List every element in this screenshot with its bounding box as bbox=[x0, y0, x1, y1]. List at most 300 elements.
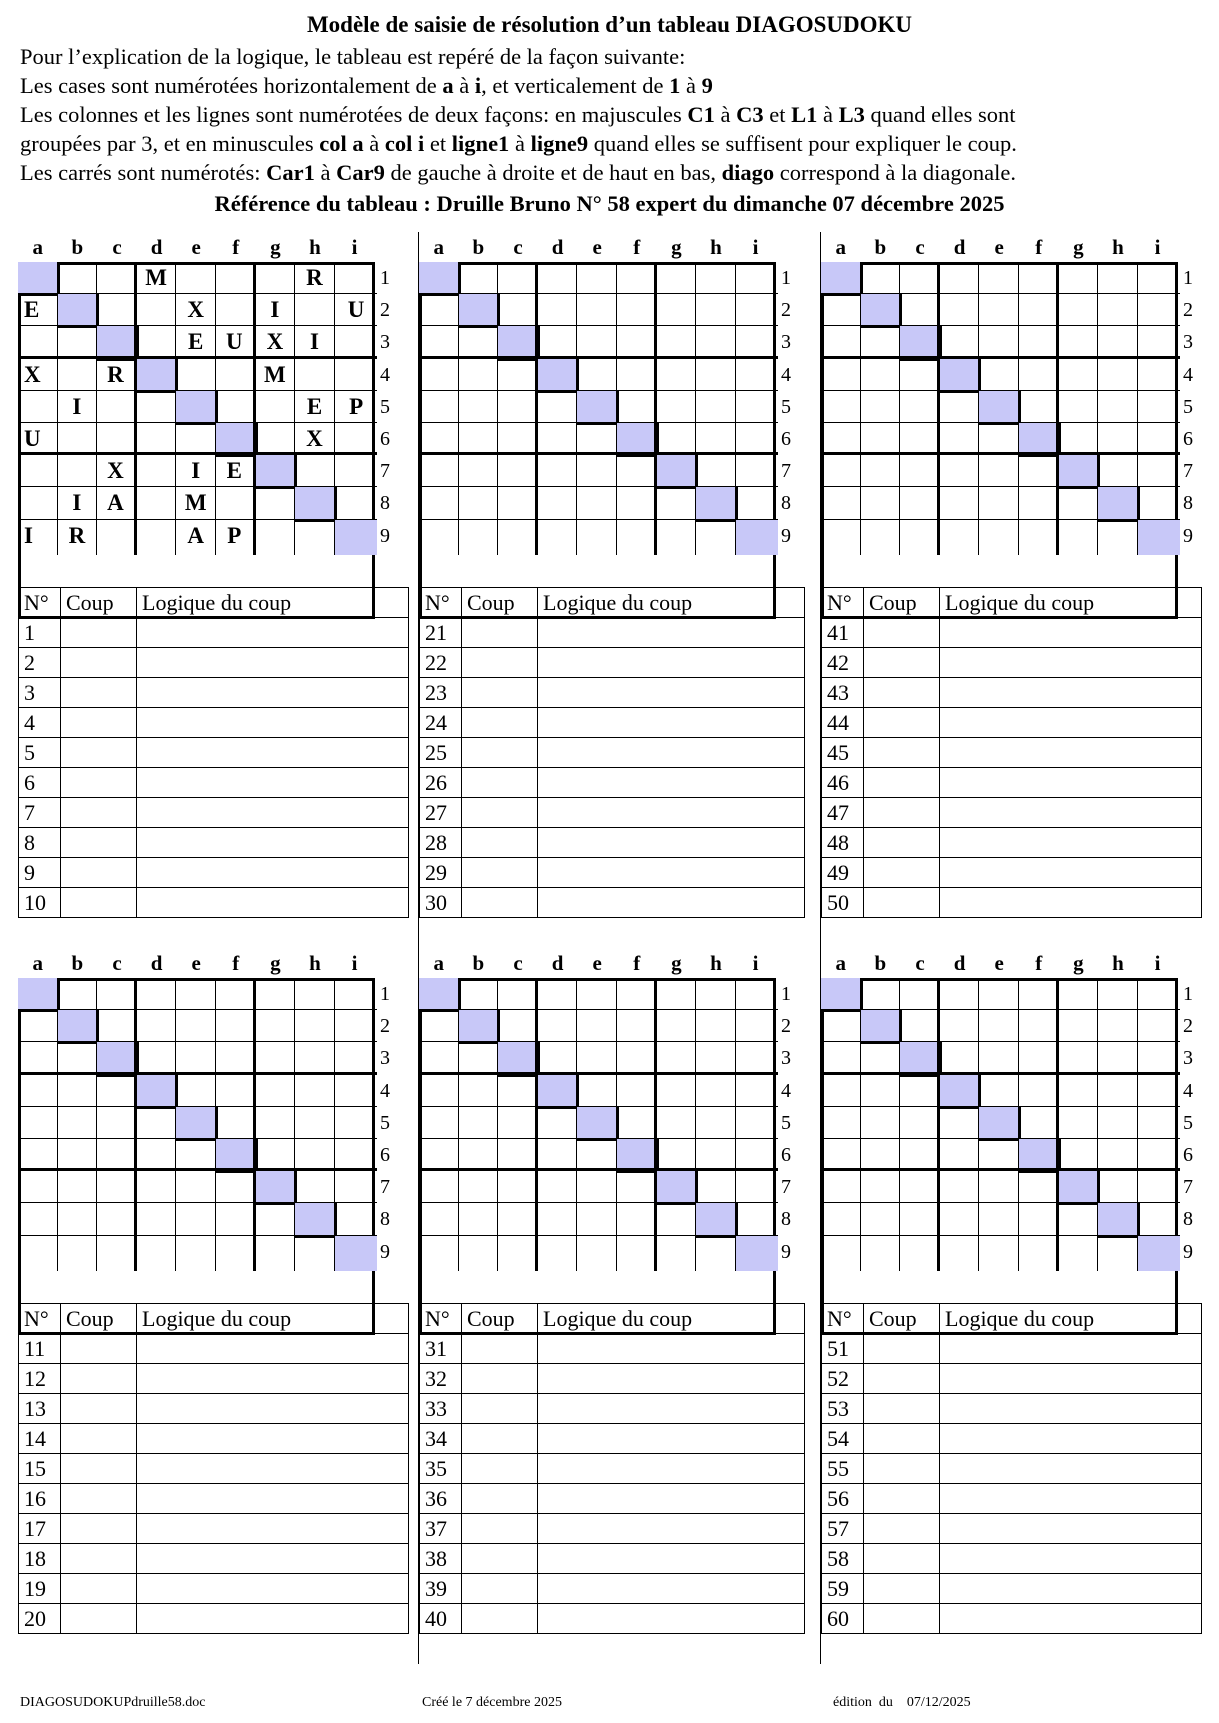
grid-cell[interactable] bbox=[617, 326, 657, 358]
grid-cell[interactable] bbox=[821, 1203, 861, 1235]
grid-cell[interactable]: E bbox=[18, 294, 58, 326]
grid-cell[interactable] bbox=[696, 359, 736, 391]
grid-cell[interactable] bbox=[940, 359, 980, 391]
move-cell[interactable] bbox=[61, 1424, 137, 1454]
grid-cell[interactable] bbox=[736, 1236, 779, 1271]
grid-cell[interactable] bbox=[940, 423, 980, 455]
grid-cell[interactable] bbox=[696, 326, 736, 358]
grid-cell[interactable] bbox=[979, 978, 1019, 1010]
move-cell[interactable] bbox=[864, 1484, 940, 1514]
grid-cell[interactable] bbox=[216, 423, 256, 455]
move-cell[interactable] bbox=[864, 1394, 940, 1424]
grid-cell[interactable] bbox=[256, 487, 296, 519]
move-cell[interactable] bbox=[61, 1574, 137, 1604]
grid-cell[interactable] bbox=[940, 1203, 980, 1235]
grid-cell[interactable] bbox=[538, 520, 578, 555]
grid-cell[interactable] bbox=[1098, 423, 1138, 455]
grid-cell[interactable] bbox=[97, 294, 137, 326]
grid-cell[interactable] bbox=[1098, 1107, 1138, 1139]
grid-cell[interactable] bbox=[419, 1236, 459, 1271]
grid-cell[interactable] bbox=[736, 520, 779, 555]
grid-cell[interactable]: I bbox=[58, 487, 98, 519]
grid-cell[interactable] bbox=[657, 1010, 697, 1042]
move-cell[interactable] bbox=[462, 648, 538, 678]
move-cell[interactable] bbox=[61, 888, 137, 918]
grid-cell[interactable] bbox=[58, 1107, 98, 1139]
move-logic-cell[interactable] bbox=[940, 828, 1202, 858]
grid-cell[interactable] bbox=[940, 1171, 980, 1203]
grid-cell[interactable] bbox=[538, 1139, 578, 1171]
grid-cell[interactable] bbox=[1098, 359, 1138, 391]
grid-cell[interactable] bbox=[216, 1203, 256, 1235]
move-cell[interactable] bbox=[864, 618, 940, 648]
grid-cell[interactable] bbox=[335, 455, 378, 487]
grid-cell[interactable] bbox=[335, 1075, 378, 1107]
grid-cell[interactable] bbox=[137, 978, 177, 1010]
grid-cell[interactable] bbox=[498, 487, 538, 519]
grid-cell[interactable]: P bbox=[216, 520, 256, 555]
move-cell[interactable] bbox=[462, 1544, 538, 1574]
grid-cell[interactable] bbox=[176, 1171, 216, 1203]
grid-cell[interactable] bbox=[979, 487, 1019, 519]
grid-cell[interactable]: R bbox=[97, 359, 137, 391]
grid-cell[interactable] bbox=[419, 978, 459, 1010]
move-logic-cell[interactable] bbox=[538, 678, 805, 708]
move-cell[interactable] bbox=[462, 1334, 538, 1364]
grid-cell[interactable] bbox=[459, 1075, 499, 1107]
grid-cell[interactable] bbox=[1059, 423, 1099, 455]
grid-cell[interactable] bbox=[577, 487, 617, 519]
grid-cell[interactable] bbox=[821, 391, 861, 423]
grid-cell[interactable] bbox=[538, 978, 578, 1010]
grid-cell[interactable] bbox=[335, 423, 378, 455]
grid-cell[interactable] bbox=[1138, 1075, 1181, 1107]
grid-cell[interactable] bbox=[419, 326, 459, 358]
grid-cell[interactable] bbox=[459, 1042, 499, 1074]
move-logic-cell[interactable] bbox=[137, 858, 409, 888]
grid-cell[interactable] bbox=[821, 520, 861, 555]
grid-cell[interactable] bbox=[1138, 294, 1181, 326]
grid-cell[interactable] bbox=[900, 262, 940, 294]
grid-cell[interactable] bbox=[979, 1171, 1019, 1203]
grid-cell[interactable] bbox=[335, 1107, 378, 1139]
grid-cell[interactable] bbox=[940, 1075, 980, 1107]
grid-cell[interactable] bbox=[18, 1203, 58, 1235]
grid-cell[interactable] bbox=[577, 1236, 617, 1271]
grid-cell[interactable] bbox=[940, 455, 980, 487]
grid-cell[interactable] bbox=[459, 520, 499, 555]
grid-cell[interactable] bbox=[861, 1042, 901, 1074]
grid-cell[interactable] bbox=[861, 1203, 901, 1235]
move-cell[interactable] bbox=[462, 828, 538, 858]
grid-cell[interactable] bbox=[1138, 326, 1181, 358]
move-cell[interactable] bbox=[61, 798, 137, 828]
move-logic-cell[interactable] bbox=[538, 1394, 805, 1424]
move-logic-cell[interactable] bbox=[940, 1424, 1202, 1454]
grid-cell[interactable] bbox=[861, 1236, 901, 1271]
grid-cell[interactable] bbox=[137, 1010, 177, 1042]
grid-cell[interactable] bbox=[216, 1236, 256, 1271]
grid-cell[interactable] bbox=[137, 1107, 177, 1139]
grid-cell[interactable] bbox=[538, 359, 578, 391]
grid-cell[interactable] bbox=[657, 391, 697, 423]
grid-cell[interactable] bbox=[459, 487, 499, 519]
grid-cell[interactable] bbox=[419, 487, 459, 519]
grid-cell[interactable] bbox=[1098, 326, 1138, 358]
grid-cell[interactable] bbox=[295, 1010, 335, 1042]
grid-cell[interactable] bbox=[1059, 1107, 1099, 1139]
grid-cell[interactable] bbox=[176, 978, 216, 1010]
grid-cell[interactable] bbox=[657, 978, 697, 1010]
grid-cell[interactable] bbox=[1098, 1236, 1138, 1271]
grid-cell[interactable] bbox=[1019, 1171, 1059, 1203]
grid-cell[interactable] bbox=[900, 520, 940, 555]
grid-cell[interactable] bbox=[657, 423, 697, 455]
grid-cell[interactable]: I bbox=[18, 520, 58, 555]
grid-cell[interactable] bbox=[176, 262, 216, 294]
grid-cell[interactable] bbox=[176, 1075, 216, 1107]
grid-cell[interactable] bbox=[1138, 520, 1181, 555]
grid-cell[interactable] bbox=[861, 294, 901, 326]
grid-cell[interactable] bbox=[459, 1010, 499, 1042]
grid-cell[interactable] bbox=[459, 1107, 499, 1139]
grid-cell[interactable] bbox=[1059, 1203, 1099, 1235]
grid-cell[interactable] bbox=[538, 1010, 578, 1042]
move-logic-cell[interactable] bbox=[538, 768, 805, 798]
move-cell[interactable] bbox=[864, 648, 940, 678]
move-cell[interactable] bbox=[864, 798, 940, 828]
grid-cell[interactable]: I bbox=[295, 326, 335, 358]
grid-cell[interactable] bbox=[176, 1010, 216, 1042]
grid-cell[interactable] bbox=[216, 978, 256, 1010]
grid-cell[interactable] bbox=[861, 1107, 901, 1139]
grid-cell[interactable] bbox=[1098, 294, 1138, 326]
grid-cell[interactable] bbox=[736, 1010, 779, 1042]
move-cell[interactable] bbox=[462, 1514, 538, 1544]
grid-cell[interactable] bbox=[538, 262, 578, 294]
move-logic-cell[interactable] bbox=[137, 648, 409, 678]
grid-cell[interactable] bbox=[18, 1171, 58, 1203]
move-logic-cell[interactable] bbox=[538, 1514, 805, 1544]
move-cell[interactable] bbox=[864, 828, 940, 858]
grid-cell[interactable] bbox=[696, 1236, 736, 1271]
grid-cell[interactable] bbox=[979, 1107, 1019, 1139]
grid-cell[interactable] bbox=[459, 294, 499, 326]
move-logic-cell[interactable] bbox=[538, 1604, 805, 1634]
move-cell[interactable] bbox=[61, 1334, 137, 1364]
grid-cell[interactable] bbox=[97, 423, 137, 455]
move-logic-cell[interactable] bbox=[137, 828, 409, 858]
move-logic-cell[interactable] bbox=[137, 798, 409, 828]
grid-cell[interactable] bbox=[1059, 1171, 1099, 1203]
grid-cell[interactable] bbox=[97, 262, 137, 294]
grid-cell[interactable] bbox=[1059, 978, 1099, 1010]
move-logic-cell[interactable] bbox=[538, 888, 805, 918]
grid-cell[interactable] bbox=[459, 978, 499, 1010]
grid-cell[interactable] bbox=[696, 520, 736, 555]
grid-cell[interactable] bbox=[335, 326, 378, 358]
grid-cell[interactable] bbox=[295, 1236, 335, 1271]
grid-cell[interactable] bbox=[137, 1171, 177, 1203]
grid-cell[interactable] bbox=[1059, 1139, 1099, 1171]
grid-cell[interactable] bbox=[736, 978, 779, 1010]
move-cell[interactable] bbox=[61, 858, 137, 888]
move-logic-cell[interactable] bbox=[940, 618, 1202, 648]
grid-cell[interactable] bbox=[940, 294, 980, 326]
grid-cell[interactable] bbox=[18, 326, 58, 358]
grid-cell[interactable] bbox=[256, 520, 296, 555]
grid-cell[interactable] bbox=[1138, 1236, 1181, 1271]
move-logic-cell[interactable] bbox=[137, 1574, 409, 1604]
grid-cell[interactable] bbox=[1098, 1075, 1138, 1107]
grid-cell[interactable] bbox=[900, 455, 940, 487]
grid-cell[interactable] bbox=[216, 294, 256, 326]
grid-cell[interactable] bbox=[940, 1139, 980, 1171]
grid-cell[interactable] bbox=[696, 423, 736, 455]
grid-cell[interactable] bbox=[419, 391, 459, 423]
move-logic-cell[interactable] bbox=[538, 1454, 805, 1484]
grid-cell[interactable] bbox=[861, 978, 901, 1010]
grid-cell[interactable] bbox=[58, 326, 98, 358]
move-logic-cell[interactable] bbox=[137, 738, 409, 768]
grid-cell[interactable] bbox=[419, 1075, 459, 1107]
grid-cell[interactable] bbox=[900, 1042, 940, 1074]
grid-cell[interactable] bbox=[940, 1010, 980, 1042]
grid-cell[interactable] bbox=[58, 455, 98, 487]
grid-cell[interactable] bbox=[1138, 359, 1181, 391]
grid-cell[interactable] bbox=[1019, 978, 1059, 1010]
grid-cell[interactable]: A bbox=[176, 520, 216, 555]
grid-cell[interactable] bbox=[18, 1236, 58, 1271]
grid-cell[interactable] bbox=[617, 262, 657, 294]
grid-cell[interactable] bbox=[256, 1042, 296, 1074]
move-logic-cell[interactable] bbox=[538, 648, 805, 678]
move-cell[interactable] bbox=[61, 1484, 137, 1514]
grid-cell[interactable] bbox=[821, 1107, 861, 1139]
grid-cell[interactable] bbox=[498, 262, 538, 294]
grid-cell[interactable] bbox=[256, 1236, 296, 1271]
grid-cell[interactable] bbox=[58, 294, 98, 326]
grid-cell[interactable]: R bbox=[295, 262, 335, 294]
move-logic-cell[interactable] bbox=[940, 1364, 1202, 1394]
grid-cell[interactable] bbox=[216, 359, 256, 391]
grid-cell[interactable] bbox=[58, 1042, 98, 1074]
grid-cell[interactable] bbox=[256, 1139, 296, 1171]
grid-cell[interactable] bbox=[137, 423, 177, 455]
grid-cell[interactable] bbox=[900, 1107, 940, 1139]
grid-cell[interactable]: I bbox=[256, 294, 296, 326]
move-logic-cell[interactable] bbox=[137, 1454, 409, 1484]
move-logic-cell[interactable] bbox=[940, 768, 1202, 798]
grid-cell[interactable] bbox=[538, 1075, 578, 1107]
grid-cell[interactable] bbox=[1019, 326, 1059, 358]
grid-cell[interactable] bbox=[617, 1139, 657, 1171]
grid-cell[interactable] bbox=[736, 359, 779, 391]
grid-cell[interactable] bbox=[1019, 1139, 1059, 1171]
grid-cell[interactable] bbox=[617, 520, 657, 555]
grid-cell[interactable] bbox=[940, 487, 980, 519]
grid-cell[interactable] bbox=[295, 1107, 335, 1139]
grid-cell[interactable] bbox=[1059, 1010, 1099, 1042]
grid-cell[interactable] bbox=[1019, 1075, 1059, 1107]
move-cell[interactable] bbox=[462, 1394, 538, 1424]
move-cell[interactable] bbox=[864, 1424, 940, 1454]
grid-cell[interactable] bbox=[58, 1236, 98, 1271]
grid-cell[interactable] bbox=[216, 391, 256, 423]
grid-cell[interactable] bbox=[736, 391, 779, 423]
grid-cell[interactable] bbox=[295, 359, 335, 391]
grid-cell[interactable] bbox=[577, 262, 617, 294]
grid-cell[interactable] bbox=[538, 487, 578, 519]
grid-cell[interactable] bbox=[979, 326, 1019, 358]
grid-cell[interactable] bbox=[498, 1203, 538, 1235]
grid-cell[interactable] bbox=[979, 455, 1019, 487]
grid-cell[interactable] bbox=[736, 294, 779, 326]
grid-cell[interactable] bbox=[821, 455, 861, 487]
grid-cell[interactable] bbox=[1138, 262, 1181, 294]
grid-cell[interactable] bbox=[577, 294, 617, 326]
move-logic-cell[interactable] bbox=[940, 888, 1202, 918]
grid-cell[interactable] bbox=[940, 1236, 980, 1271]
grid-cell[interactable] bbox=[419, 423, 459, 455]
grid-cell[interactable] bbox=[498, 1236, 538, 1271]
move-logic-cell[interactable] bbox=[137, 1544, 409, 1574]
grid-cell[interactable] bbox=[498, 1139, 538, 1171]
grid-cell[interactable] bbox=[979, 1236, 1019, 1271]
grid-cell[interactable] bbox=[1019, 520, 1059, 555]
grid-cell[interactable] bbox=[1059, 520, 1099, 555]
grid-cell[interactable] bbox=[256, 391, 296, 423]
grid-cell[interactable] bbox=[577, 1107, 617, 1139]
grid-cell[interactable] bbox=[736, 487, 779, 519]
grid-cell[interactable] bbox=[979, 359, 1019, 391]
grid-cell[interactable] bbox=[657, 455, 697, 487]
grid-cell[interactable] bbox=[498, 391, 538, 423]
grid-cell[interactable] bbox=[900, 1171, 940, 1203]
grid-cell[interactable] bbox=[979, 262, 1019, 294]
grid-cell[interactable] bbox=[1138, 978, 1181, 1010]
grid-cell[interactable] bbox=[1138, 487, 1181, 519]
grid-cell[interactable] bbox=[577, 1139, 617, 1171]
move-logic-cell[interactable] bbox=[538, 1544, 805, 1574]
grid-cell[interactable] bbox=[736, 423, 779, 455]
grid-cell[interactable] bbox=[577, 1171, 617, 1203]
move-logic-cell[interactable] bbox=[538, 1334, 805, 1364]
grid-cell[interactable] bbox=[617, 423, 657, 455]
grid-cell[interactable] bbox=[861, 1010, 901, 1042]
grid-cell[interactable] bbox=[335, 1010, 378, 1042]
grid-cell[interactable] bbox=[900, 294, 940, 326]
move-logic-cell[interactable] bbox=[538, 798, 805, 828]
grid-cell[interactable] bbox=[821, 1042, 861, 1074]
grid-cell[interactable] bbox=[1098, 1042, 1138, 1074]
move-cell[interactable] bbox=[462, 1424, 538, 1454]
move-cell[interactable] bbox=[61, 618, 137, 648]
grid-cell[interactable] bbox=[696, 391, 736, 423]
grid-cell[interactable] bbox=[295, 294, 335, 326]
grid-cell[interactable] bbox=[577, 520, 617, 555]
grid-cell[interactable] bbox=[821, 1139, 861, 1171]
grid-cell[interactable] bbox=[498, 1075, 538, 1107]
grid-cell[interactable] bbox=[256, 1171, 296, 1203]
grid-cell[interactable] bbox=[459, 455, 499, 487]
grid-cell[interactable] bbox=[1138, 391, 1181, 423]
grid-cell[interactable] bbox=[459, 262, 499, 294]
move-logic-cell[interactable] bbox=[538, 708, 805, 738]
grid-cell[interactable]: E bbox=[295, 391, 335, 423]
grid-cell[interactable] bbox=[696, 1139, 736, 1171]
grid-cell[interactable] bbox=[617, 455, 657, 487]
grid-cell[interactable]: X bbox=[97, 455, 137, 487]
move-cell[interactable] bbox=[462, 708, 538, 738]
grid-cell[interactable] bbox=[295, 1171, 335, 1203]
grid-cell[interactable] bbox=[459, 1171, 499, 1203]
grid-cell[interactable] bbox=[18, 1042, 58, 1074]
grid-cell[interactable] bbox=[97, 1203, 137, 1235]
move-logic-cell[interactable] bbox=[940, 1574, 1202, 1604]
grid-cell[interactable] bbox=[696, 1075, 736, 1107]
grid-cell[interactable] bbox=[419, 1139, 459, 1171]
move-logic-cell[interactable] bbox=[137, 768, 409, 798]
move-logic-cell[interactable] bbox=[940, 1604, 1202, 1634]
move-logic-cell[interactable] bbox=[137, 1334, 409, 1364]
grid-cell[interactable] bbox=[657, 1042, 697, 1074]
grid-cell[interactable] bbox=[1019, 391, 1059, 423]
grid-cell[interactable] bbox=[295, 487, 335, 519]
grid-cell[interactable] bbox=[861, 262, 901, 294]
grid-cell[interactable] bbox=[900, 1139, 940, 1171]
move-logic-cell[interactable] bbox=[137, 1514, 409, 1544]
move-logic-cell[interactable] bbox=[940, 1454, 1202, 1484]
grid-cell[interactable] bbox=[1098, 391, 1138, 423]
grid-cell[interactable] bbox=[18, 455, 58, 487]
grid-cell[interactable] bbox=[696, 1107, 736, 1139]
grid-cell[interactable] bbox=[137, 359, 177, 391]
move-logic-cell[interactable] bbox=[137, 678, 409, 708]
grid-cell[interactable] bbox=[617, 359, 657, 391]
grid-cell[interactable] bbox=[295, 455, 335, 487]
grid-cell[interactable] bbox=[979, 1075, 1019, 1107]
move-logic-cell[interactable] bbox=[940, 858, 1202, 888]
grid-cell[interactable] bbox=[940, 262, 980, 294]
grid-cell[interactable] bbox=[1098, 455, 1138, 487]
grid-cell[interactable] bbox=[459, 1236, 499, 1271]
grid-cell[interactable] bbox=[58, 1139, 98, 1171]
grid-cell[interactable]: R bbox=[58, 520, 98, 555]
grid-cell[interactable] bbox=[900, 1236, 940, 1271]
grid-cell[interactable] bbox=[736, 1139, 779, 1171]
grid-cell[interactable] bbox=[1059, 391, 1099, 423]
grid-cell[interactable] bbox=[1138, 1171, 1181, 1203]
grid-cell[interactable] bbox=[137, 487, 177, 519]
grid-cell[interactable] bbox=[498, 359, 538, 391]
grid-cell[interactable] bbox=[979, 294, 1019, 326]
grid-cell[interactable] bbox=[216, 1139, 256, 1171]
grid-cell[interactable] bbox=[538, 1236, 578, 1271]
grid-cell[interactable] bbox=[617, 1075, 657, 1107]
move-cell[interactable] bbox=[462, 1484, 538, 1514]
grid-cell[interactable] bbox=[538, 1042, 578, 1074]
move-cell[interactable] bbox=[462, 1454, 538, 1484]
grid-cell[interactable] bbox=[1098, 978, 1138, 1010]
grid-cell[interactable] bbox=[419, 455, 459, 487]
grid-cell[interactable] bbox=[498, 520, 538, 555]
grid-cell[interactable] bbox=[216, 1107, 256, 1139]
grid-cell[interactable] bbox=[97, 1107, 137, 1139]
grid-cell[interactable] bbox=[1019, 423, 1059, 455]
grid-cell[interactable] bbox=[821, 294, 861, 326]
grid-cell[interactable] bbox=[900, 391, 940, 423]
